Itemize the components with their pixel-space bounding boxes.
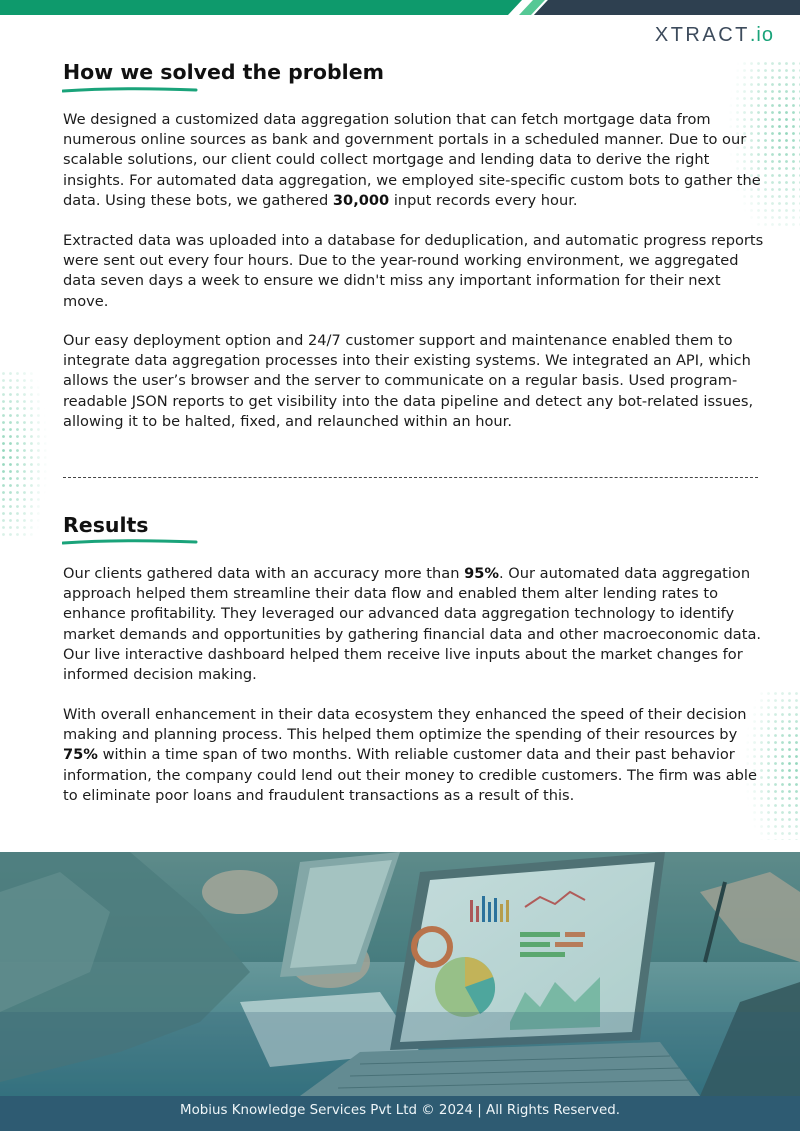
results-p1-text-a: Our clients gathered data with an accuracy more than [63, 565, 465, 582]
solution-paragraph-2: Extracted data was uploaded into a database for deduplication, and automatic progress reports were sent out every four hours. Due to the year-round working environment, we aggregated data seven days a week to ensure we didn't miss any important information for their next move. [63, 232, 764, 310]
solution-heading-underline [62, 86, 202, 94]
results-paragraph-2 [63, 705, 768, 806]
solution-p1-text-b: input records every hour. [389, 191, 578, 209]
solution-paragraph-1 [63, 110, 768, 211]
dot-pattern-left-middle [0, 370, 60, 540]
solution-paragraph-3: Our easy deployment option and 24/7 customer support and maintenance enabled them to integrate data aggregation processes into their existing systems. We integrated an API, which allows the user’s browser and the server to communicate on a regular basis. Used program-readable JSON reports to get visibility into the data pipeline and detect any bot-related issues, allowing it to be halted, fixed, and relaunched within an hour. [63, 332, 754, 430]
results-p2-text-b: within a time span of two months. With reliable customer data and their past behavior information, the company could lend out their money to credible customers. The firm was able to eliminate poor loans and fraudulent transactions as a result of this. [63, 746, 757, 804]
top-banner-bar [0, 0, 800, 15]
xtract-logo [655, 24, 774, 47]
solution-p1-highlight: 30,000 [332, 191, 390, 209]
results-p2-highlight: 75% [63, 746, 98, 764]
laptop-dashboard-photo [0, 852, 800, 1096]
results-heading: Results [63, 513, 149, 537]
results-p2-text-a: With overall enhancement in their data ecosystem they enhanced the speed of their decision making and planning process. This helped them optimize the spending of their resources by [63, 706, 747, 744]
logo-ext-text: .io [749, 24, 774, 46]
solution-p1-text-a: We designed a customized data aggregation solution that can fetch mortgage data from numerous online sources as bank and government portals in a scheduled manner. Due to our scalable solutions, our client could collect mortgage and lending data to derive the right insights. For automated data aggregation, we employed site-specific custom bots to gather the data. Using these bots, we gathered [63, 111, 761, 209]
results-paragraph-1 [63, 564, 768, 685]
results-p1-text-b: . Our automated data aggregation approach helped them streamline their data flow and enabled them alter lending rates to enhance profitability. They leveraged our advanced data aggregation technology to identify market demands and opportunities by gathering financial data and other macroeconomic data. Our live interactive dashboard helped them receive live inputs about the market changes for informed decision making. [63, 565, 762, 684]
results-p1-highlight: 95% [464, 565, 500, 582]
logo-main-text: XTRACT [654, 24, 750, 46]
footer-copyright: Mobius Knowledge Services Pvt Ltd © 2024 | All Rights Reserved. [0, 1096, 800, 1131]
results-heading-underline [62, 538, 202, 546]
solution-heading: How we solved the problem [63, 60, 384, 84]
section-divider [63, 477, 758, 478]
